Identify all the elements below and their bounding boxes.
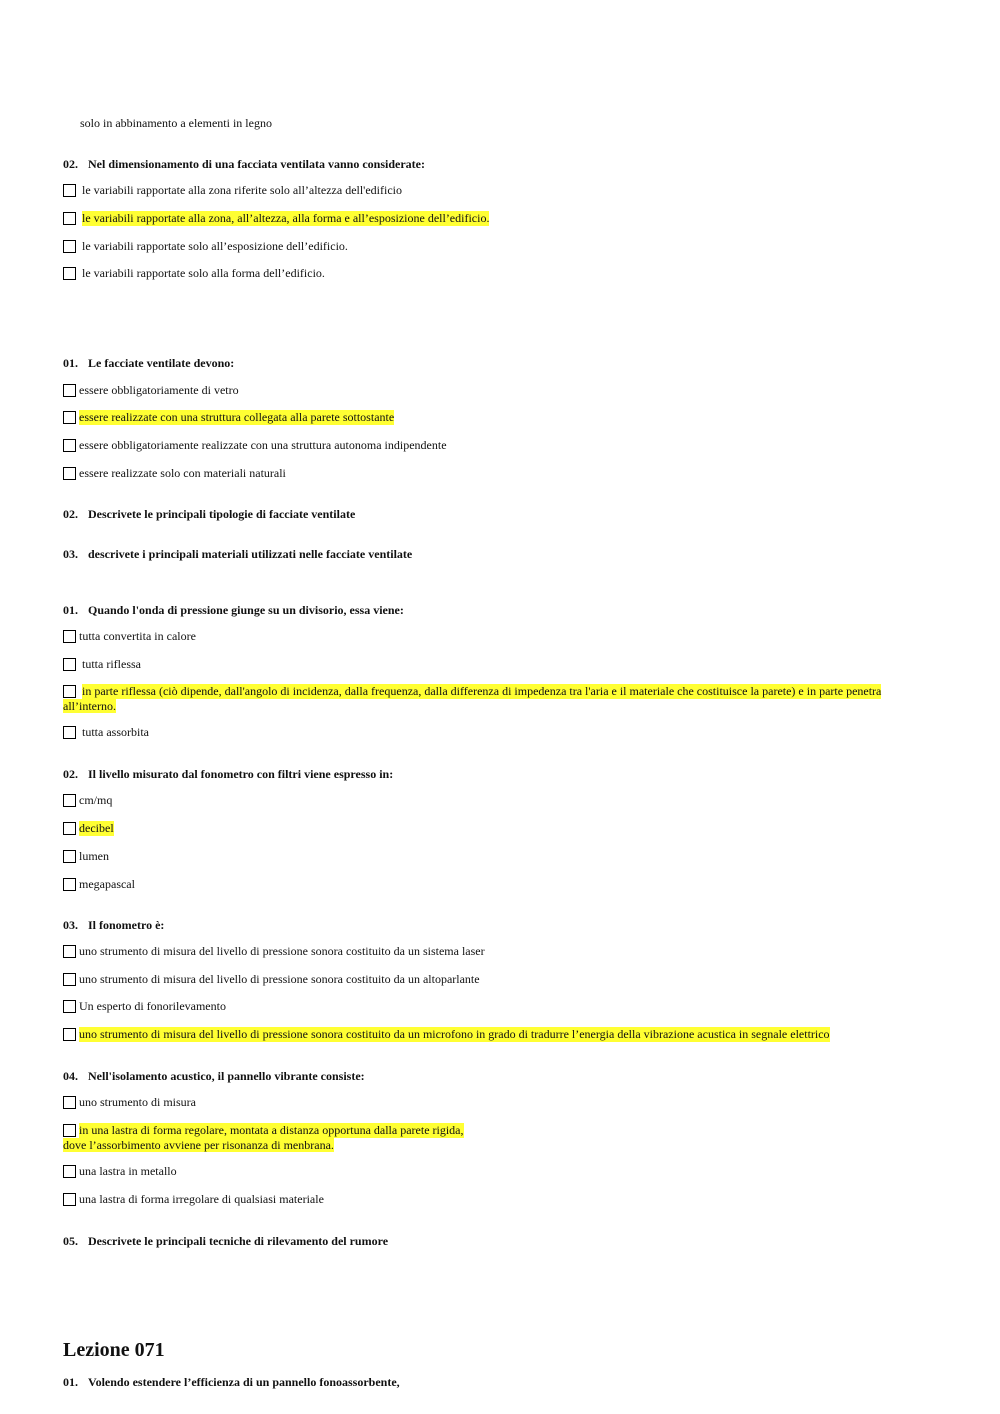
answer-text-highlighted: in una lastra di forma regolare, montata a distanza opportuna dalla parete rigida, [79,1123,464,1137]
question-heading [63,157,425,172]
checkbox[interactable] [63,850,76,863]
answer-text-highlighted-continued: all’interno. [63,699,116,713]
question-number: 01. [63,603,78,617]
question-text: Nell'isolamento acustico, il pannello vibrante consiste: [88,1069,365,1083]
answer-option-correct[interactable] [63,410,394,425]
checkbox[interactable] [63,973,76,986]
answer-option[interactable] [63,383,239,398]
answer-text: tutta convertita in calore [79,629,196,643]
question-number: 02. [63,767,78,781]
answer-option[interactable] [63,877,135,892]
answer-text: uno strumento di misura del livello di pressione sonora costituito da un sistema laser [79,944,485,958]
checkbox[interactable] [63,1193,76,1206]
answer-text: le variabili rapportate solo all’esposizione dell’edificio. [82,239,348,253]
answer-option[interactable] [63,1192,324,1207]
answer-text-highlighted: essere realizzate con una struttura collegata alla parete sottostante [79,410,395,424]
question-text: Descrivete le principali tecniche di rilevamento del rumore [88,1234,389,1248]
answer-option-correct[interactable] [63,211,489,226]
checkbox[interactable] [63,240,76,253]
answer-text-highlighted: in parte riflessa (ciò dipende, dall'angolo di incidenza, dalla frequenza, dalla differenza di impedenza tra l'aria e il materiale che costituisce la parete) e in parte penetra [82,684,882,698]
question-heading [63,767,393,782]
question-text: Quando l'onda di pressione giunge su un divisorio, essa viene: [88,603,404,617]
answer-text: cm/mq [79,793,113,807]
answer-text: le variabili rapportate solo alla forma dell’edificio. [82,266,325,280]
question-heading [63,547,412,562]
checkbox[interactable] [63,1000,76,1013]
answer-text: le variabili rapportate alla zona riferite solo all’altezza dell'edificio [82,183,402,197]
question-number: 03. [63,918,78,932]
answer-option[interactable] [63,239,348,254]
answer-option[interactable] [63,629,196,644]
question-heading [63,918,164,933]
question-text: Descrivete le principali tipologie di facciate ventilate [88,507,356,521]
checkbox[interactable] [63,794,76,807]
checkbox[interactable] [63,1096,76,1109]
checkbox[interactable] [63,878,76,891]
question-number: 01. [63,1375,78,1389]
answer-option[interactable] [63,657,141,672]
answer-text: una lastra in metallo [79,1164,177,1178]
answer-text: megapascal [79,877,135,891]
question-heading [63,507,355,522]
answer-text-highlighted: uno strumento di misura del livello di pressione sonora costituito da un microfono in grado di tradurre l’energia della vibrazione acustica in segnale elettrico [79,1027,830,1041]
answer-option[interactable] [63,438,447,453]
answer-option[interactable] [63,849,109,864]
answer-text: uno strumento di misura del livello di pressione sonora costituito da un altoparlante [79,972,480,986]
question-number: 01. [63,356,78,370]
answer-option[interactable] [63,1164,177,1179]
answer-option[interactable] [63,183,402,198]
question-text: descrivete i principali materiali utilizzati nelle facciate ventilate [88,547,413,561]
checkbox[interactable] [63,1165,76,1178]
checkbox[interactable] [63,685,76,698]
answer-text-highlighted-continued: dove l’assorbimento avviene per risonanza di menbrana. [63,1138,334,1152]
answer-text-highlighted: le variabili rapportate alla zona, all’altezza, alla forma e all’esposizione dell’edificio. [82,211,490,225]
answer-text: essere obbligatoriamente di vetro [79,383,239,397]
answer-text: lumen [79,849,109,863]
checkbox[interactable] [63,822,76,835]
answer-option[interactable] [63,266,325,281]
answer-option[interactable] [63,466,286,481]
checkbox[interactable] [63,184,76,197]
checkbox[interactable] [63,439,76,452]
question-number: 05. [63,1234,78,1248]
answer-text-highlighted: decibel [79,821,114,835]
continued-option-text: solo in abbinamento a elementi in legno [80,116,272,130]
answer-option-correct[interactable] [63,1027,830,1042]
answer-option-correct[interactable] [63,1123,464,1153]
question-heading [63,356,234,371]
question-heading [63,603,404,618]
answer-text: una lastra di forma irregolare di qualsiasi materiale [79,1192,324,1206]
question-heading [63,1375,400,1390]
question-text: Il livello misurato dal fonometro con filtri viene espresso in: [88,767,394,781]
checkbox[interactable] [63,1028,76,1041]
question-heading [63,1069,365,1084]
answer-text: tutta riflessa [82,657,141,671]
checkbox[interactable] [63,630,76,643]
answer-text: essere realizzate solo con materiali naturali [79,466,286,480]
answer-option[interactable] [63,972,480,987]
checkbox[interactable] [63,411,76,424]
checkbox[interactable] [63,267,76,280]
answer-text: essere obbligatoriamente realizzate con una struttura autonoma indipendente [79,438,447,452]
answer-option[interactable] [63,793,112,808]
answer-text: uno strumento di misura [79,1095,196,1109]
answer-option[interactable] [63,725,149,740]
answer-option[interactable] [63,999,226,1014]
question-text: Nel dimensionamento di una facciata ventilata vanno considerate: [88,157,425,171]
question-number: 03. [63,547,78,561]
question-heading [63,1234,388,1249]
checkbox[interactable] [63,726,76,739]
checkbox[interactable] [63,467,76,480]
checkbox[interactable] [63,384,76,397]
answer-text: tutta assorbita [82,725,149,739]
answer-option[interactable] [63,944,485,959]
answer-option-correct[interactable] [63,821,114,836]
question-text: Il fonometro è: [88,918,165,932]
checkbox[interactable] [63,212,76,225]
checkbox[interactable] [63,658,76,671]
question-text: Volendo estendere l’efficienza di un pannello fonoassorbente, [88,1375,400,1389]
answer-text: Un esperto di fonorilevamento [79,999,226,1013]
question-number: 02. [63,507,78,521]
lesson-title: Lezione 071 [63,1339,165,1361]
answer-option[interactable] [63,1095,196,1110]
answer-option-correct[interactable] [63,684,881,714]
question-text: Le facciate ventilate devono: [88,356,235,370]
question-number: 02. [63,157,78,171]
checkbox[interactable] [63,945,76,958]
checkbox[interactable] [63,1124,76,1137]
question-number: 04. [63,1069,78,1083]
